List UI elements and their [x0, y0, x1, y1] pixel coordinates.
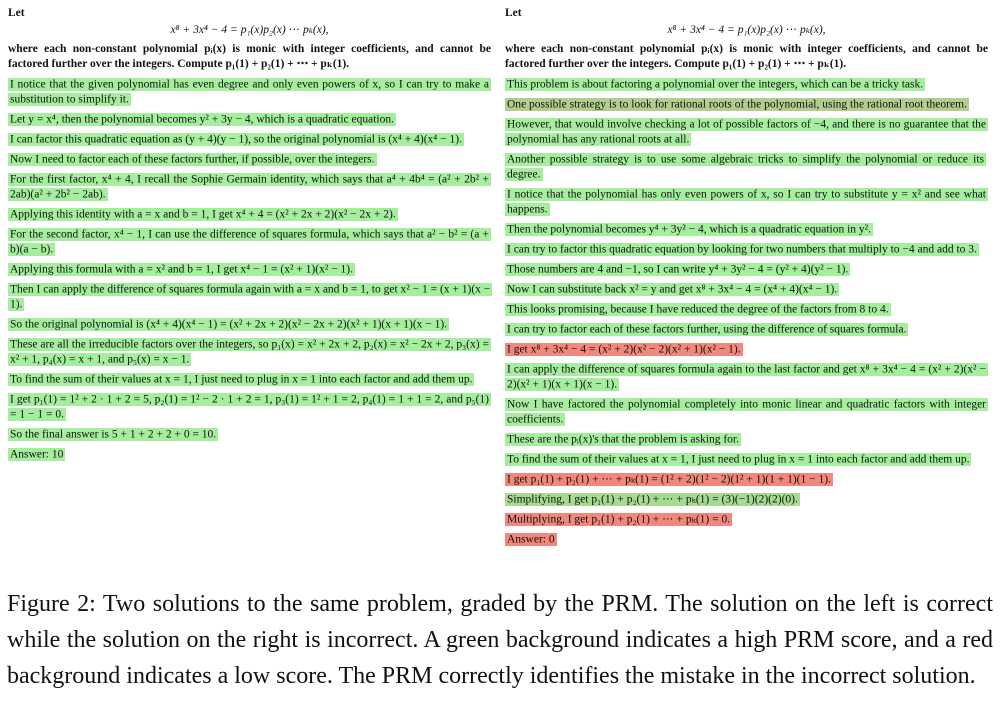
solution-step [505, 187, 988, 217]
prm-highlight: Applying this formula with a = x² and b = 1, I get x⁴ − 1 = (x² + 1)(x² − 1). [10, 263, 353, 275]
prm-highlight: Those numbers are 4 and −1, so I can write y⁴ + 3y² − 4 = (y² + 4)(y² − 1). [507, 263, 849, 275]
prm-highlight: These are the pᵢ(x)'s that the problem is asking for. [507, 433, 739, 445]
prm-highlight: This looks promising, because I have reduced the degree of the factors from 8 to 4. [507, 303, 889, 315]
solution-step [8, 392, 491, 422]
prm-highlight: Answer: 0 [507, 533, 555, 545]
solution-step [505, 342, 988, 357]
solution-step [505, 282, 988, 297]
solution-step [8, 207, 491, 222]
prm-highlight: However, that would involve checking a lot of possible factors of −4, and there is no guarantee that the polynomial has any rational roots at all. [507, 118, 986, 145]
prm-highlight: To find the sum of their values at x = 1, I just need to plug in x = 1 into each factor and add them up. [507, 453, 970, 465]
solution-step [505, 117, 988, 147]
prm-highlight: Now I can substitute back x² = y and get x⁸ + 3x⁴ − 4 = (x⁴ + 4)(x⁴ − 1). [507, 283, 838, 295]
solution-step [505, 302, 988, 317]
problem-equation: x⁸ + 3x⁴ − 4 = p₁(x)p₂(x) ⋯ pₖ(x), [170, 24, 329, 36]
solution-step [8, 262, 491, 277]
problem-lead: Let [505, 7, 522, 19]
solution-step [8, 282, 491, 312]
solution-step [8, 447, 491, 462]
solution-step [8, 172, 491, 202]
solution-step [8, 427, 491, 442]
prm-highlight: For the first factor, x⁴ + 4, I recall the Sophie Germain identity, which says that a⁴ + 4b⁴ = (a² + 2b² + 2ab)(a² + 2b² − 2ab). [10, 173, 489, 200]
solution-step [505, 152, 988, 182]
prm-highlight: So the final answer is 5 + 1 + 2 + 2 + 0 = 10. [10, 428, 217, 440]
solution-step [8, 227, 491, 257]
solution-step [8, 112, 491, 127]
solution-step [8, 132, 491, 147]
prm-highlight: Answer: 10 [10, 448, 64, 460]
prm-highlight: Applying this identity with a = x and b = 1, I get x⁴ + 4 = (x² + 2x + 2)(x² − 2x + 2). [10, 208, 396, 220]
prm-highlight: I can try to factor this quadratic equation by looking for two numbers that multiply to −4 and add to 3. [507, 243, 977, 255]
solution-step [8, 152, 491, 167]
prm-highlight: This problem is about factoring a polynomial over the integers, which can be a tricky task. [507, 78, 924, 90]
prm-highlight: I get p₁(1) = 1² + 2 · 1 + 2 = 5, p₂(1) = 1² − 2 · 1 + 2 = 1, p₃(1) = 1² + 1 = 2, p₄(1) = 1 + 1 = 2, and p₅(1) = 1 − 1 = 0. [10, 393, 489, 420]
prm-highlight: For the second factor, x⁴ − 1, I can use the difference of squares formula, which says that a² − b² = (a + b)(a − b). [10, 228, 489, 255]
prm-highlight: Let y = x⁴, then the polynomial becomes y² + 3y − 4, which is a quadratic equation. [10, 113, 394, 125]
prm-highlight: Simplifying, I get p₁(1) + p₂(1) + ⋯ + pₖ(1) = (3)(−1)(2)(2)(0). [507, 493, 798, 505]
prm-highlight: Now I need to factor each of these factors further, if possible, over the integers. [10, 153, 375, 165]
prm-highlight: To find the sum of their values at x = 1, I just need to plug in x = 1 into each factor and add them up. [10, 373, 473, 385]
solution-panel-right [505, 6, 988, 547]
prm-highlight: I can apply the difference of squares formula again to the last factor and get x⁸ + 3x⁴ − 4 = (x² + 2)(x² − 2)(x² + 1)(x + 1)(x − 1). [507, 363, 986, 390]
prm-highlight: Another possible strategy is to use some algebraic tricks to simplify the polynomial or reduce its degree. [507, 153, 984, 180]
prm-highlight: I can try to factor each of these factors further, using the difference of squares formula. [507, 323, 907, 335]
prm-highlight: I can factor this quadratic equation as (y + 4)(y − 1), so the original polynomial is (x⁴ + 4)(x⁴ − 1). [10, 133, 462, 145]
prm-highlight: Multiplying, I get p₁(1) + p₂(1) + ⋯ + pₖ(1) = 0. [507, 513, 731, 525]
solution-step [505, 322, 988, 337]
solution-step [8, 337, 491, 367]
prm-highlight: These are all the irreducible factors over the integers, so p₁(x) = x² + 2x + 2, p₂(x) = x² − 2x + 2, p₃(x) = x² + 1, p₄(x) = x + 1, and p₅(x) = x − 1. [10, 338, 489, 365]
solution-step [505, 512, 988, 527]
figure-caption: Figure 2: Two solutions to the same problem, graded by the PRM. The solution on the left is correct while the solution on the right is incorrect. A green background indicates a high PRM score, and a red background indicates a low score. The PRM correctly identifies the mistake in the incorrect solution. [7, 591, 993, 689]
prm-highlight: Then I can apply the difference of squares formula again with a = x and b = 1, to get x² − 1 = (x + 1)(x − 1). [10, 283, 491, 310]
solution-step [8, 372, 491, 387]
prm-highlight: Now I have factored the polynomial completely into monic linear and quadratic factors with integer coefficients. [507, 398, 986, 425]
solution-step [8, 77, 491, 107]
problem-statement: where each non-constant polynomial pᵢ(x) is monic with integer coefficients, and cannot be factored further over the integers. Compute p₁(1) + p₂(1) + ⋯ + pₖ(1). [505, 43, 988, 70]
solution-step [505, 262, 988, 277]
prm-highlight: One possible strategy is to look for rational roots of the polynomial, using the rational root theorem. [507, 98, 967, 110]
solution-step [505, 452, 988, 467]
solution-step [505, 362, 988, 392]
solution-step [505, 77, 988, 92]
prm-highlight: I get p₁(1) + p₂(1) + ⋯ + pₖ(1) = (1² + 2)(1² − 2)(1² + 1)(1 + 1)(1 − 1). [507, 473, 831, 485]
solution-panel-left [8, 6, 491, 462]
solution-step [505, 97, 988, 112]
solution-step [505, 397, 988, 427]
solution-step [505, 492, 988, 507]
solution-step [505, 432, 988, 447]
problem-statement: where each non-constant polynomial pᵢ(x) is monic with integer coefficients, and cannot be factored further over the integers. Compute p₁(1) + p₂(1) + ⋯ + pₖ(1). [8, 43, 491, 70]
solution-step [505, 472, 988, 487]
prm-highlight: I get x⁸ + 3x⁴ − 4 = (x² + 2)(x² − 2)(x² + 1)(x² − 1). [507, 343, 741, 355]
prm-highlight: I notice that the given polynomial has even degree and only even powers of x, so I can try to make a substitution to simplify it. [10, 78, 489, 105]
problem-lead: Let [8, 7, 25, 19]
solution-step [505, 532, 988, 547]
prm-highlight: Then the polynomial becomes y⁴ + 3y² − 4, which is a quadratic equation in y². [507, 223, 872, 235]
solution-step [505, 242, 988, 257]
solution-step [505, 222, 988, 237]
problem-equation: x⁸ + 3x⁴ − 4 = p₁(x)p₂(x) ⋯ pₖ(x), [667, 24, 826, 36]
prm-highlight: I notice that the polynomial has only even powers of x, so I can try to substitute y = x² and see what happens. [507, 188, 986, 215]
prm-highlight: So the original polynomial is (x⁴ + 4)(x⁴ − 1) = (x² + 2x + 2)(x² − 2x + 2)(x² + 1)(x + 1)(x − 1). [10, 318, 448, 330]
solution-step [8, 317, 491, 332]
